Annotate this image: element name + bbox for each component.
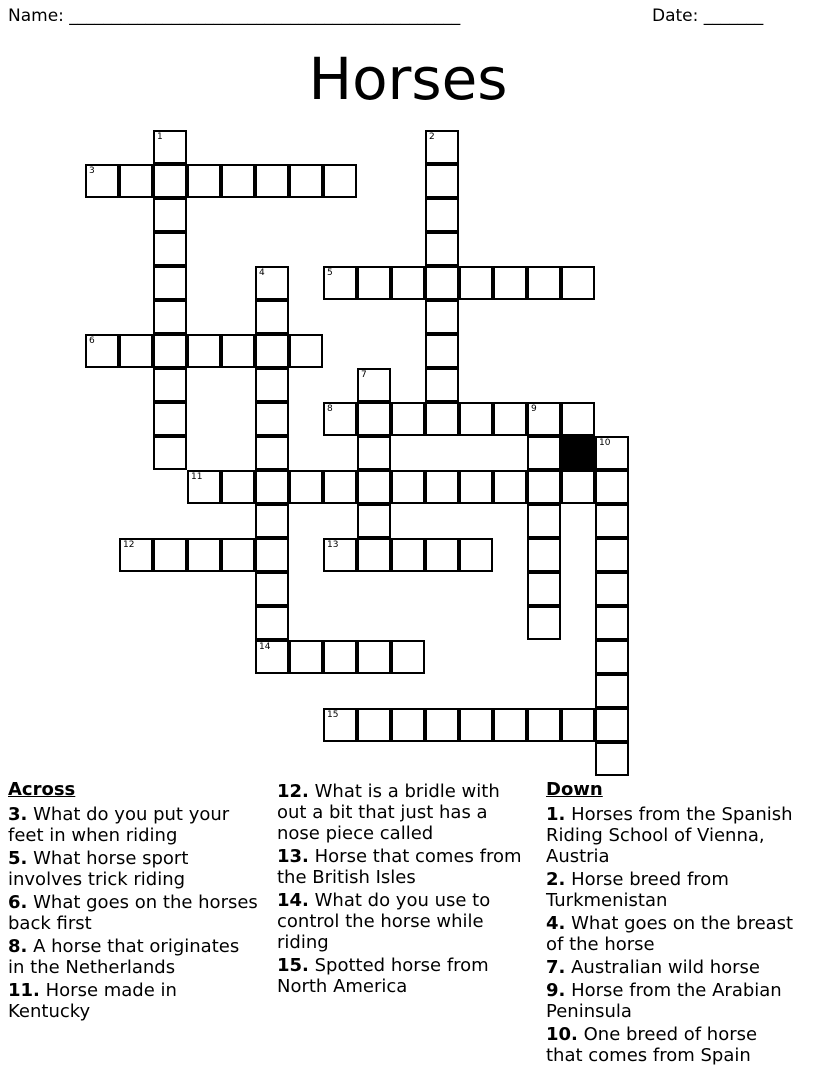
clue-number: 11 bbox=[191, 472, 203, 482]
clue-text: What goes on the breast of the horse bbox=[546, 913, 794, 955]
clue-number-label: 6. bbox=[8, 892, 28, 913]
answer-cell[interactable] bbox=[561, 402, 595, 436]
answer-cell[interactable] bbox=[153, 130, 187, 164]
clue-item bbox=[546, 804, 796, 867]
answer-cell[interactable] bbox=[187, 334, 221, 368]
clue-item bbox=[8, 980, 258, 1022]
answer-cell[interactable] bbox=[391, 470, 425, 504]
answer-cell[interactable] bbox=[425, 708, 459, 742]
clue-number-label: 9. bbox=[546, 980, 566, 1001]
answer-cell[interactable] bbox=[85, 164, 119, 198]
answer-cell[interactable] bbox=[323, 402, 357, 436]
answer-cell[interactable] bbox=[459, 470, 493, 504]
answer-cell[interactable] bbox=[595, 436, 629, 470]
answer-cell[interactable] bbox=[153, 266, 187, 300]
clue-item bbox=[546, 913, 796, 955]
answer-cell[interactable] bbox=[323, 164, 357, 198]
date-field-label: Date: _______ bbox=[652, 6, 764, 26]
clue-number: 12 bbox=[123, 540, 135, 550]
clue-text: Spotted horse from North America bbox=[277, 955, 489, 997]
answer-cell[interactable] bbox=[595, 708, 629, 742]
answer-cell[interactable] bbox=[561, 708, 595, 742]
answer-cell[interactable] bbox=[595, 640, 629, 674]
clue-number: 15 bbox=[327, 710, 339, 720]
down-heading: Down bbox=[546, 779, 603, 800]
clue-item bbox=[546, 980, 796, 1022]
answer-cell[interactable] bbox=[85, 334, 119, 368]
answer-cell[interactable] bbox=[425, 198, 459, 232]
clue-number: 13 bbox=[327, 540, 339, 550]
answer-cell[interactable] bbox=[595, 674, 629, 708]
clue-number: 4 bbox=[259, 268, 265, 278]
clue-number: 2 bbox=[429, 132, 435, 142]
clue-text: What horse sport involves trick riding bbox=[8, 848, 189, 890]
answer-cell[interactable] bbox=[255, 572, 289, 606]
answer-cell[interactable] bbox=[561, 470, 595, 504]
clue-number: 6 bbox=[89, 336, 95, 346]
answer-cell[interactable] bbox=[425, 300, 459, 334]
answer-cell[interactable] bbox=[153, 538, 187, 572]
answer-cell[interactable] bbox=[493, 402, 527, 436]
answer-cell[interactable] bbox=[323, 708, 357, 742]
answer-cell[interactable] bbox=[153, 164, 187, 198]
clue-number-label: 5. bbox=[8, 848, 28, 869]
answer-cell[interactable] bbox=[153, 232, 187, 266]
answer-cell[interactable] bbox=[255, 368, 289, 402]
answer-cell[interactable] bbox=[255, 300, 289, 334]
answer-cell[interactable] bbox=[527, 436, 561, 470]
answer-cell[interactable] bbox=[323, 640, 357, 674]
answer-cell[interactable] bbox=[255, 402, 289, 436]
clue-number-label: 15. bbox=[277, 955, 309, 976]
answer-cell[interactable] bbox=[187, 164, 221, 198]
answer-cell[interactable] bbox=[425, 232, 459, 266]
clue-number-label: 11. bbox=[8, 980, 40, 1001]
clue-number-label: 1. bbox=[546, 804, 566, 825]
answer-cell[interactable] bbox=[357, 402, 391, 436]
answer-cell[interactable] bbox=[119, 164, 153, 198]
clue-text: One breed of horse that comes from Spain bbox=[546, 1024, 758, 1066]
answer-cell[interactable] bbox=[425, 470, 459, 504]
answer-cell[interactable] bbox=[221, 334, 255, 368]
answer-cell[interactable] bbox=[493, 470, 527, 504]
answer-cell[interactable] bbox=[255, 164, 289, 198]
clue-number: 14 bbox=[259, 642, 271, 652]
answer-cell[interactable] bbox=[357, 470, 391, 504]
answer-cell[interactable] bbox=[323, 538, 357, 572]
answer-cell[interactable] bbox=[527, 470, 561, 504]
clue-text: Horses from the Spanish Riding School of Vienna, Austria bbox=[546, 804, 793, 867]
clue-number: 8 bbox=[327, 404, 333, 414]
answer-cell[interactable] bbox=[119, 538, 153, 572]
answer-cell[interactable] bbox=[289, 640, 323, 674]
answer-cell[interactable] bbox=[595, 742, 629, 776]
answer-cell[interactable] bbox=[493, 708, 527, 742]
answer-cell[interactable] bbox=[119, 334, 153, 368]
answer-cell[interactable] bbox=[153, 300, 187, 334]
clue-number-label: 8. bbox=[8, 936, 28, 957]
clue-number: 3 bbox=[89, 166, 95, 176]
answer-cell[interactable] bbox=[527, 606, 561, 640]
answer-cell[interactable] bbox=[255, 334, 289, 368]
answer-cell[interactable] bbox=[289, 164, 323, 198]
answer-cell[interactable] bbox=[255, 504, 289, 538]
answer-cell[interactable] bbox=[187, 470, 221, 504]
answer-cell[interactable] bbox=[153, 402, 187, 436]
answer-cell[interactable] bbox=[595, 504, 629, 538]
answer-cell[interactable] bbox=[255, 538, 289, 572]
clue-number: 1 bbox=[157, 132, 163, 142]
answer-cell[interactable] bbox=[357, 640, 391, 674]
answer-cell[interactable] bbox=[357, 266, 391, 300]
answer-cell[interactable] bbox=[391, 640, 425, 674]
clue-text: Horse from the Arabian Peninsula bbox=[546, 980, 782, 1022]
answer-cell[interactable] bbox=[255, 640, 289, 674]
answer-cell[interactable] bbox=[595, 606, 629, 640]
answer-cell[interactable] bbox=[255, 606, 289, 640]
clue-number-label: 2. bbox=[546, 869, 566, 890]
answer-cell[interactable] bbox=[493, 266, 527, 300]
clue-number: 7 bbox=[361, 370, 367, 380]
answer-cell[interactable] bbox=[153, 334, 187, 368]
clue-number-label: 14. bbox=[277, 890, 309, 911]
clue-text: What goes on the horses back first bbox=[8, 892, 258, 934]
clue-number-label: 7. bbox=[546, 957, 566, 978]
answer-cell[interactable] bbox=[221, 470, 255, 504]
clue-text: A horse that originates in the Netherlands bbox=[8, 936, 240, 978]
answer-cell[interactable] bbox=[425, 334, 459, 368]
answer-cell[interactable] bbox=[527, 402, 561, 436]
answer-cell[interactable] bbox=[323, 470, 357, 504]
across-heading: Across bbox=[8, 779, 76, 800]
clue-number-label: 3. bbox=[8, 804, 28, 825]
clue-item bbox=[546, 957, 796, 978]
answer-cell[interactable] bbox=[323, 266, 357, 300]
answer-cell[interactable] bbox=[527, 266, 561, 300]
answer-cell[interactable] bbox=[289, 334, 323, 368]
answer-cell[interactable] bbox=[595, 572, 629, 606]
clue-item bbox=[546, 1024, 796, 1066]
clue-item bbox=[8, 892, 258, 934]
clue-number-label: 13. bbox=[277, 846, 309, 867]
puzzle-title: Horses bbox=[308, 45, 508, 113]
answer-cell[interactable] bbox=[425, 130, 459, 164]
answer-cell[interactable] bbox=[153, 198, 187, 232]
answer-cell[interactable] bbox=[527, 504, 561, 538]
answer-cell[interactable] bbox=[391, 266, 425, 300]
clue-item bbox=[8, 804, 258, 846]
answer-cell[interactable] bbox=[221, 538, 255, 572]
clues-column-2 bbox=[277, 781, 527, 999]
clue-number: 9 bbox=[531, 404, 537, 414]
answer-cell[interactable] bbox=[425, 538, 459, 572]
answer-cell[interactable] bbox=[595, 470, 629, 504]
clue-number-label: 12. bbox=[277, 781, 309, 802]
clue-item bbox=[277, 846, 527, 888]
answer-cell[interactable] bbox=[425, 164, 459, 198]
clue-text: What is a bridle with out a bit that just has a nose piece called bbox=[277, 781, 500, 844]
clues-column-3 bbox=[546, 779, 796, 1068]
answer-cell[interactable] bbox=[357, 538, 391, 572]
answer-cell[interactable] bbox=[391, 708, 425, 742]
clue-text: Horse that comes from the British Isles bbox=[277, 846, 522, 888]
answer-cell[interactable] bbox=[153, 436, 187, 470]
clue-item bbox=[277, 890, 527, 953]
clue-item bbox=[8, 848, 258, 890]
answer-cell[interactable] bbox=[187, 538, 221, 572]
clue-text: Horse breed from Turkmenistan bbox=[546, 869, 729, 911]
answer-cell[interactable] bbox=[289, 470, 323, 504]
clue-text: Australian wild horse bbox=[571, 957, 761, 978]
clue-item bbox=[8, 936, 258, 978]
answer-cell[interactable] bbox=[459, 402, 493, 436]
answer-cell[interactable] bbox=[391, 402, 425, 436]
clue-text: What do you put your feet in when riding bbox=[8, 804, 230, 846]
answer-cell[interactable] bbox=[425, 402, 459, 436]
answer-cell[interactable] bbox=[357, 436, 391, 470]
answer-cell[interactable] bbox=[561, 266, 595, 300]
answer-cell[interactable] bbox=[595, 538, 629, 572]
answer-cell[interactable] bbox=[527, 708, 561, 742]
answer-cell[interactable] bbox=[255, 436, 289, 470]
answer-cell[interactable] bbox=[357, 368, 391, 402]
answer-cell[interactable] bbox=[527, 538, 561, 572]
name-field-label: Name: ______________________________________________ bbox=[8, 6, 461, 26]
answer-cell[interactable] bbox=[221, 164, 255, 198]
answer-cell[interactable] bbox=[357, 708, 391, 742]
answer-cell[interactable] bbox=[459, 266, 493, 300]
answer-cell[interactable] bbox=[255, 266, 289, 300]
clue-number: 5 bbox=[327, 268, 333, 278]
answer-cell[interactable] bbox=[391, 538, 425, 572]
clue-item bbox=[277, 955, 527, 997]
clue-number-label: 4. bbox=[546, 913, 566, 934]
answer-cell[interactable] bbox=[425, 368, 459, 402]
answer-cell[interactable] bbox=[459, 708, 493, 742]
answer-cell[interactable] bbox=[459, 538, 493, 572]
answer-cell[interactable] bbox=[153, 368, 187, 402]
clue-item bbox=[546, 869, 796, 911]
clue-number: 10 bbox=[599, 438, 611, 448]
answer-cell[interactable] bbox=[527, 572, 561, 606]
clues-column-1 bbox=[8, 779, 258, 1024]
clue-text: Horse made in Kentucky bbox=[8, 980, 177, 1022]
answer-cell[interactable] bbox=[255, 470, 289, 504]
clue-item bbox=[277, 781, 527, 844]
answer-cell[interactable] bbox=[425, 266, 459, 300]
clue-number-label: 10. bbox=[546, 1024, 578, 1045]
clue-text: What do you use to control the horse while riding bbox=[277, 890, 491, 953]
answer-cell[interactable] bbox=[357, 504, 391, 538]
black-cell bbox=[561, 436, 595, 470]
